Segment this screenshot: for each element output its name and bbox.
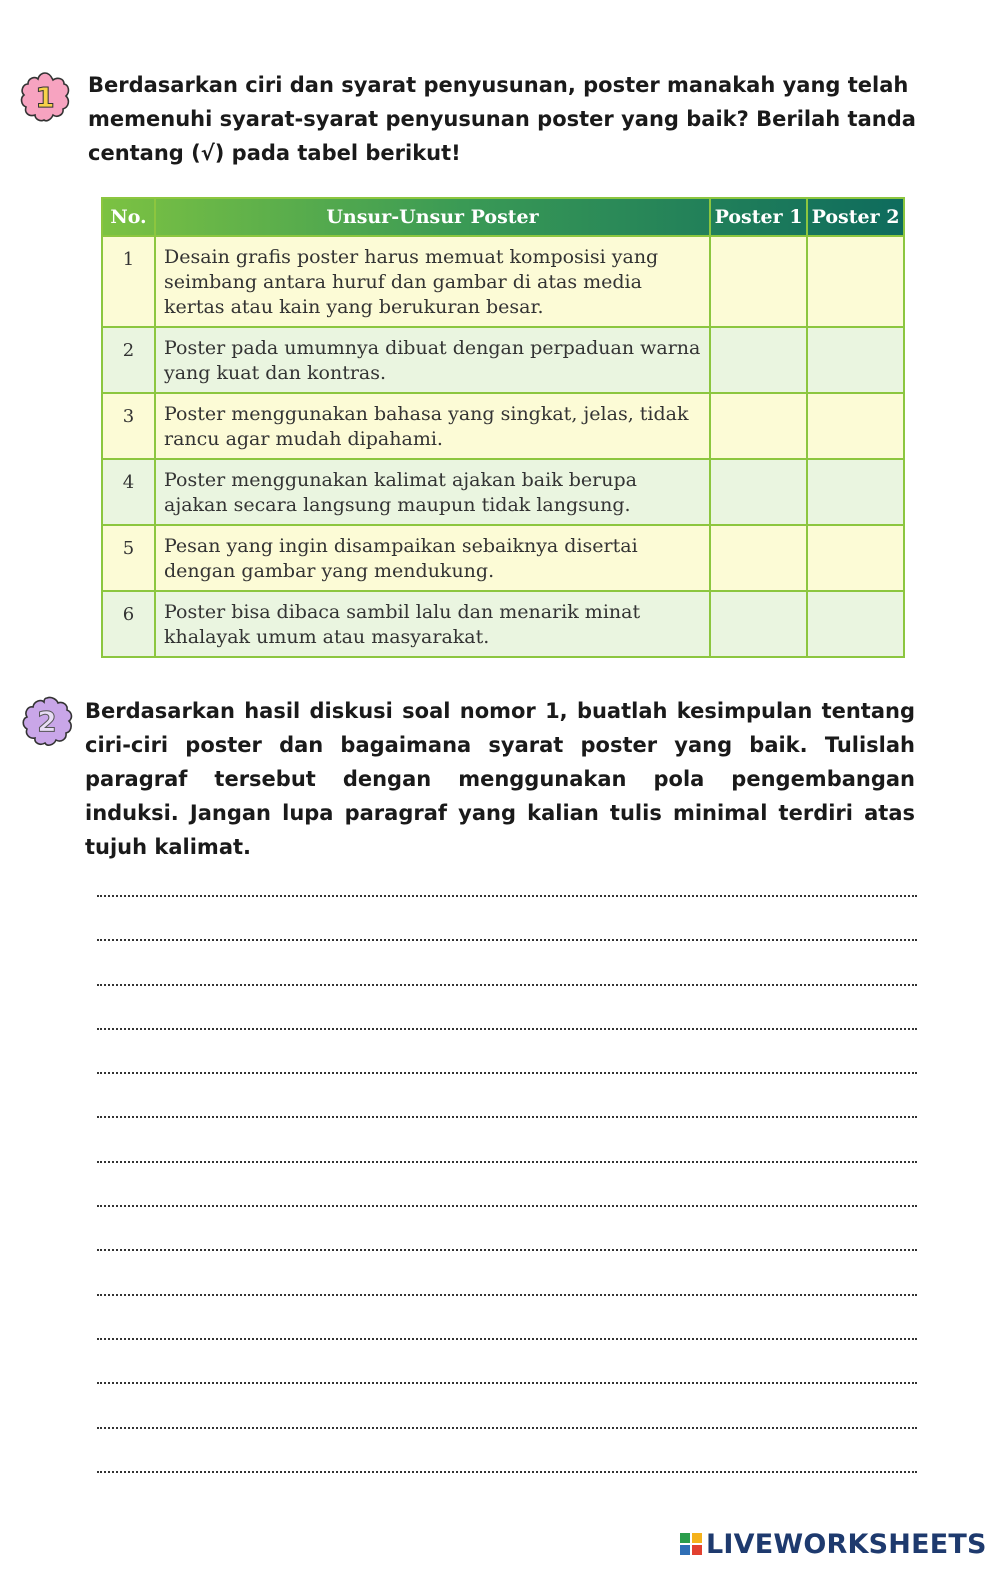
header-no: No. — [102, 198, 155, 236]
poster-1-check-cell[interactable] — [710, 459, 807, 525]
poster-1-check-cell[interactable] — [710, 591, 807, 657]
row-criteria: Desain grafis poster harus memuat komposisi yang seimbang antara huruf dan gambar di atas media kertas atau kain yang berukuran besar. — [155, 236, 710, 327]
row-criteria: Poster menggunakan kalimat ajakan baik berupa ajakan secara langsung maupun tidak langsung. — [155, 459, 710, 525]
table-row — [102, 459, 904, 525]
table-row — [102, 591, 904, 657]
header-poster-1: Poster 1 — [710, 198, 807, 236]
row-number: 6 — [102, 591, 155, 657]
answer-line[interactable] — [97, 1338, 917, 1382]
answer-line[interactable] — [97, 1116, 917, 1160]
header-poster-2: Poster 2 — [807, 198, 904, 236]
poster-1-check-cell[interactable] — [710, 393, 807, 459]
header-criteria: Unsur-Unsur Poster — [155, 198, 710, 236]
answer-line[interactable] — [97, 939, 917, 983]
question-1-badge-icon — [17, 69, 73, 125]
row-number: 1 — [102, 236, 155, 327]
answer-line[interactable] — [97, 1249, 917, 1293]
question-1-text: Berdasarkan ciri dan syarat penyusunan, poster manakah yang telah memenuhi syarat-syarat penyusunan poster yang baik? Berilah tanda centang (√) pada tabel berikut! — [88, 73, 916, 165]
row-number: 2 — [102, 327, 155, 393]
answer-line[interactable] — [97, 1072, 917, 1116]
question-2-number: 2 — [37, 705, 57, 738]
answer-line[interactable] — [97, 1161, 917, 1205]
poster-1-check-cell[interactable] — [710, 327, 807, 393]
answer-line[interactable] — [97, 895, 917, 939]
poster-1-check-cell[interactable] — [710, 236, 807, 327]
poster-2-check-cell[interactable] — [807, 393, 904, 459]
answer-lines[interactable] — [97, 895, 917, 1515]
answer-line[interactable] — [97, 1427, 917, 1471]
answer-line[interactable] — [97, 984, 917, 1028]
poster-2-check-cell[interactable] — [807, 236, 904, 327]
logo-text: LIVEWORKSHEETS — [706, 1528, 987, 1560]
question-2-text: Berdasarkan hasil diskusi soal nomor 1, buatlah kesimpulan tentang ciri-ciri poster dan bagaimana syarat poster yang baik. Tulislah paragraf tersebut dengan menggunakan pola pengembangan induksi. Jangan lupa paragraf yang kalian tulis minimal terdiri atas tujuh kalimat. — [85, 699, 915, 859]
liveworksheets-logo — [680, 1527, 987, 1561]
question-2-badge-icon — [19, 693, 75, 749]
poster-1-check-cell[interactable] — [710, 525, 807, 591]
row-criteria: Poster menggunakan bahasa yang singkat, jelas, tidak rancu agar mudah dipahami. — [155, 393, 710, 459]
row-number: 5 — [102, 525, 155, 591]
row-criteria: Pesan yang ingin disampaikan sebaiknya disertai dengan gambar yang mendukung. — [155, 525, 710, 591]
row-number: 4 — [102, 459, 155, 525]
poster-2-check-cell[interactable] — [807, 591, 904, 657]
row-criteria: Poster bisa dibaca sambil lalu dan menarik minat khalayak umum atau masyarakat. — [155, 591, 710, 657]
table-row — [102, 393, 904, 459]
poster-2-check-cell[interactable] — [807, 327, 904, 393]
poster-criteria-table — [101, 197, 905, 658]
row-number: 3 — [102, 393, 155, 459]
answer-line[interactable] — [97, 1205, 917, 1249]
liveworksheets-logo-icon — [680, 1533, 702, 1555]
question-1-number: 1 — [35, 81, 55, 114]
answer-line[interactable] — [97, 1471, 917, 1515]
table-header-row — [102, 198, 904, 236]
row-criteria: Poster pada umumnya dibuat dengan perpaduan warna yang kuat dan kontras. — [155, 327, 710, 393]
answer-line[interactable] — [97, 1382, 917, 1426]
answer-line[interactable] — [97, 1294, 917, 1338]
table-row — [102, 327, 904, 393]
answer-line[interactable] — [97, 1028, 917, 1072]
table-row — [102, 236, 904, 327]
poster-2-check-cell[interactable] — [807, 525, 904, 591]
table-row — [102, 525, 904, 591]
poster-2-check-cell[interactable] — [807, 459, 904, 525]
